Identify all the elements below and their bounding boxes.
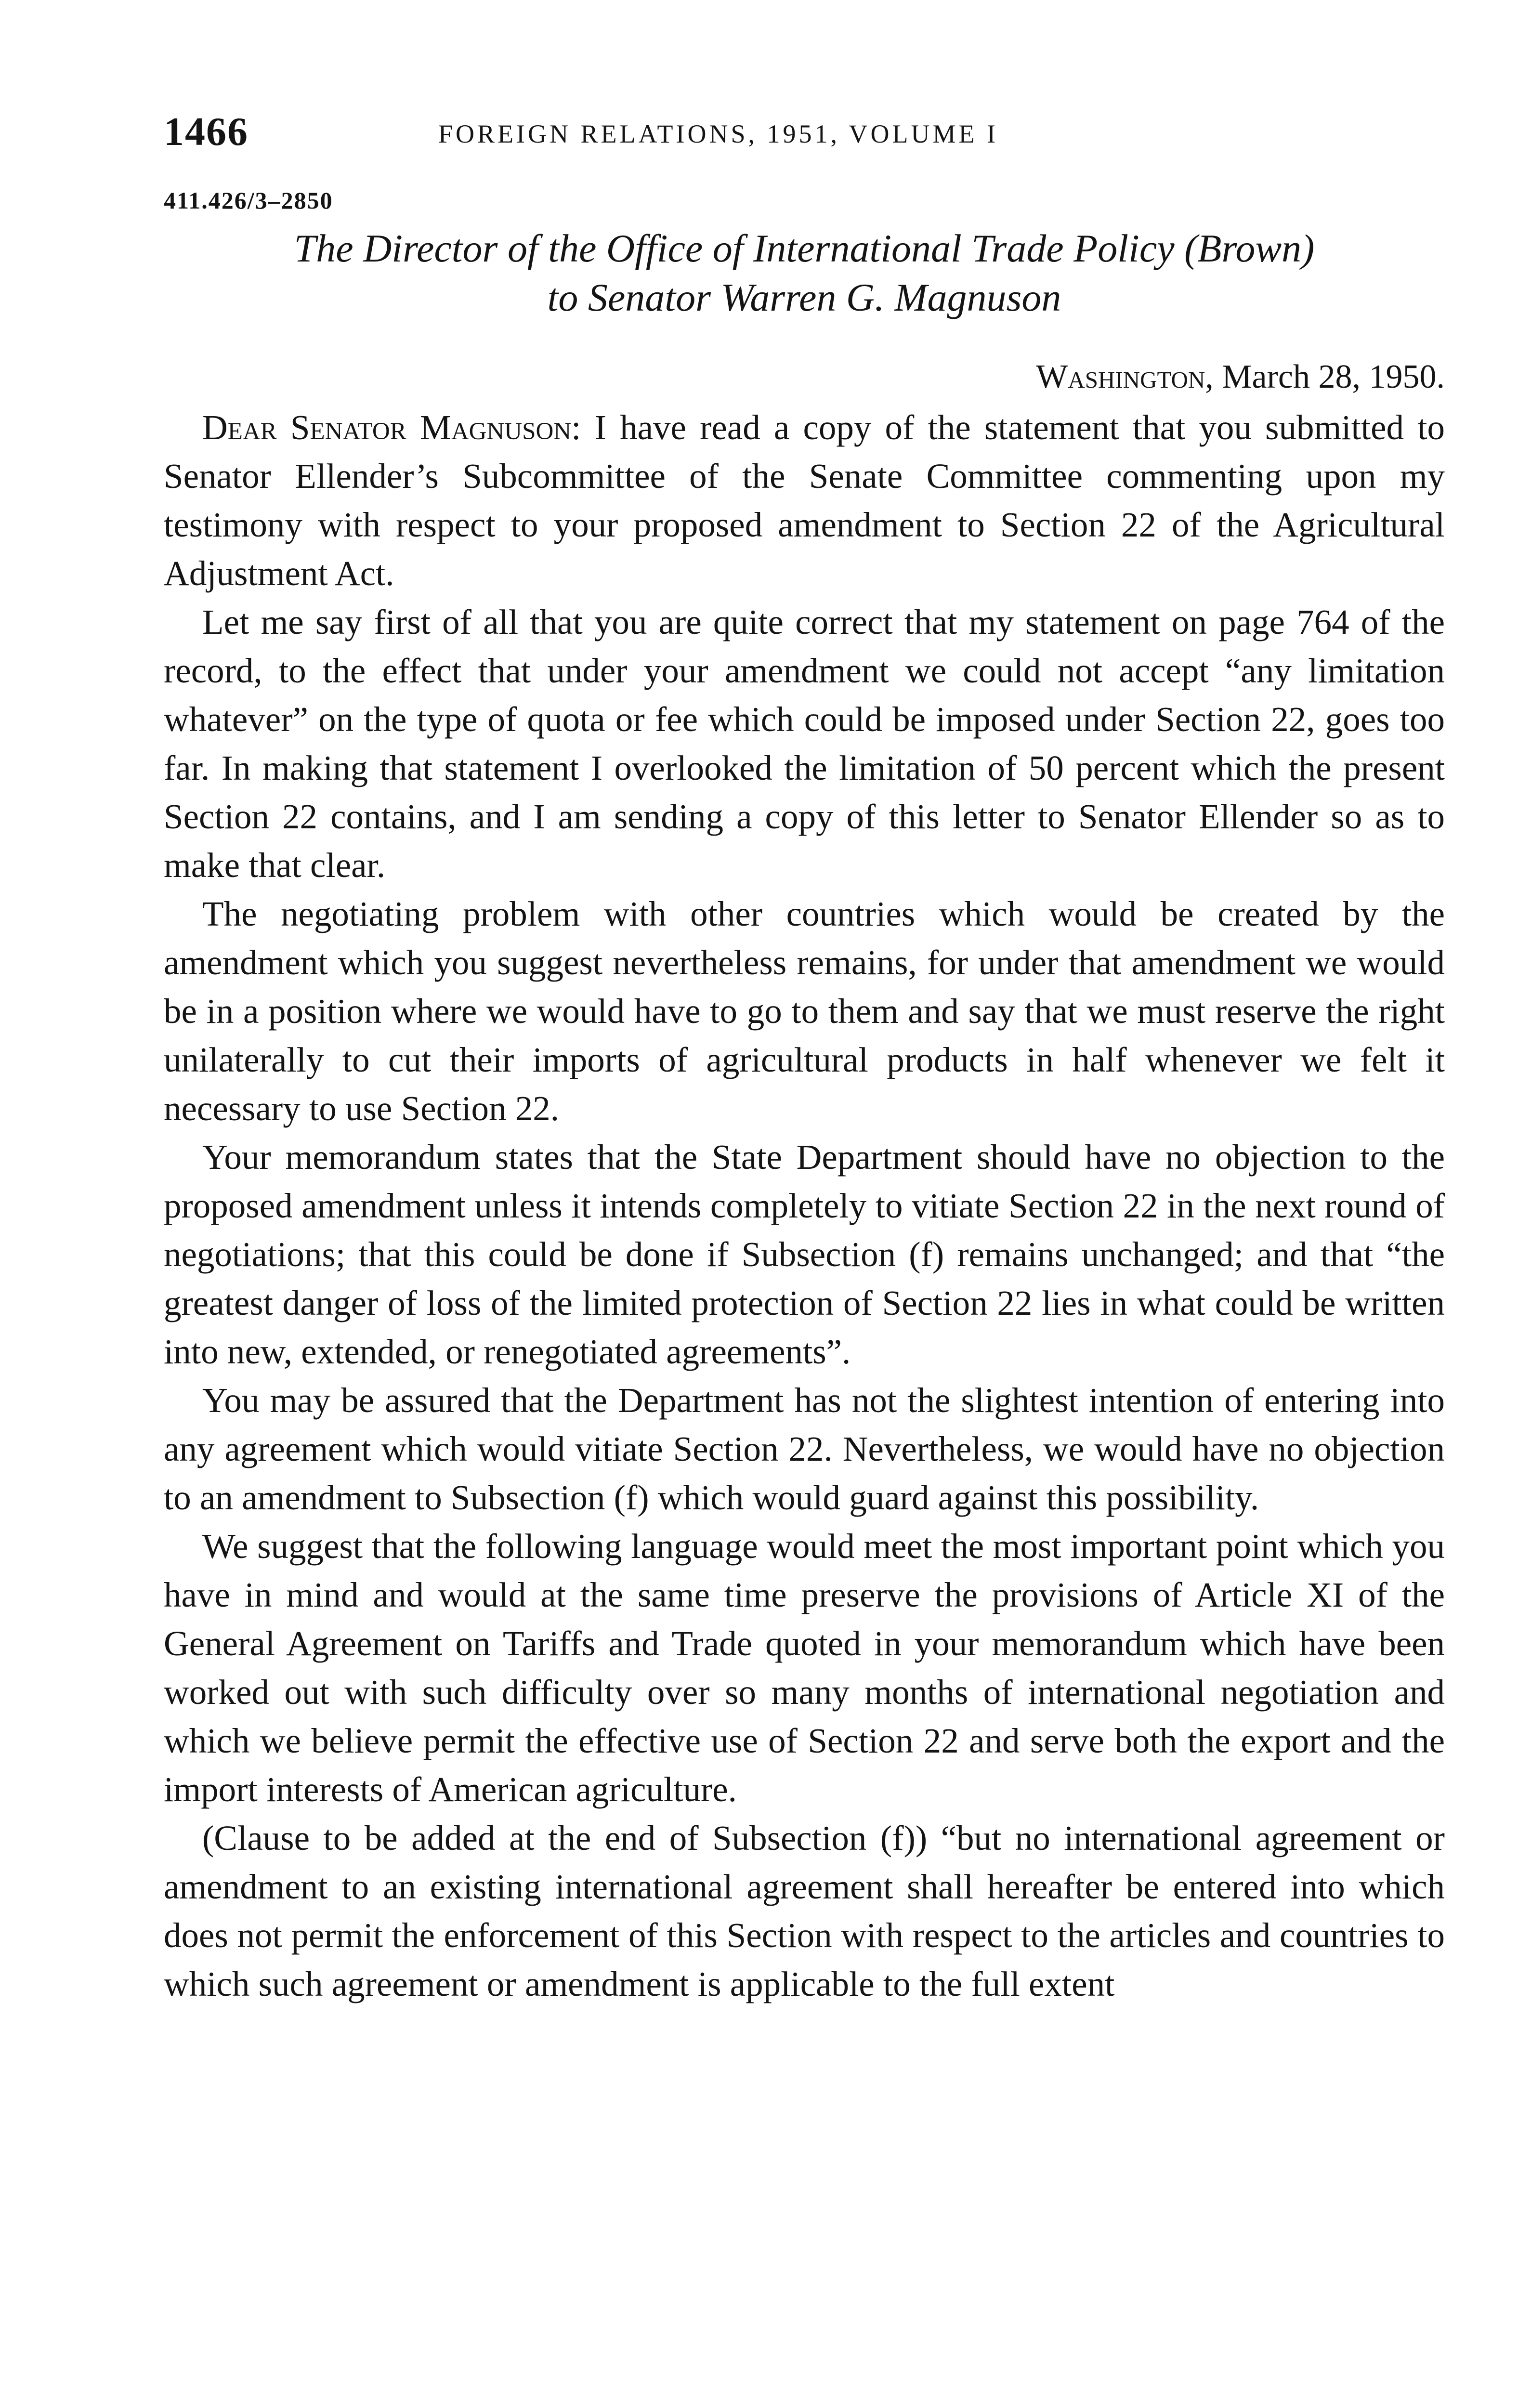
salutation: Dear Senator Magnuson: [202,408,581,447]
document-page [164,108,1445,2008]
dateline-place: Washington [1036,358,1205,395]
paragraph-3: The negotiating problem with other countries which would be created by the amendment which you suggest nevertheless remains, for under that amendment we would be in a position where we would have to go to them and say that we must reserve the right unilaterally to cut their imports of agricultural products in half whenever we felt it necessary to use Section 22. [164,894,1445,1128]
dateline-date: , March 28, 1950. [1205,358,1445,395]
document-title [164,224,1445,322]
running-title: FOREIGN RELATIONS, 1951, VOLUME I [438,119,998,148]
paragraph-7: (Clause to be added at the end of Subsection (f)) “but no international agreement or amendment to an existing international agreement shall hereafter be entered into which does not permit the enforcement of this Section with respect to the articles and countries to which such agreement or amendment is applicable to the full extent [164,1819,1445,2003]
paragraph-1 [164,403,1445,598]
letter-body [164,403,1445,2008]
running-head [164,108,1445,166]
dateline [164,353,1445,401]
paragraph-2: Let me say first of all that you are quite correct that my statement on page 764 of the record, to the effect that under your amendment we could not accept “any limitation whatever” on the type of quota or fee which could be imposed under Section 22, goes too far. In making that statement I overlooked the limitation of 50 percent which the present Section 22 contains, and I am sending a copy of this letter to Senator Ellender so as to make that clear. [164,602,1445,885]
page-number: 1466 [164,109,249,154]
document-title-line-2: to Senator Warren G. Magnuson [547,275,1061,319]
file-number: 411.426/3–2850 [164,187,333,214]
paragraph-5: You may be assured that the Department has not the slightest intention of entering into any agreement which would vitiate Section 22. Nevertheless, we would have no objection to an amendment to Subsection (f) which would guard against this possibility. [164,1381,1445,1517]
paragraph-4: Your memorandum states that the State Department should have no objection to the proposed amendment unless it intends completely to vitiate Section 22 in the next round of negotiations; that this could be done if Subsection (f) remains unchanged; and that “the greatest danger of loss of the limited protection of Section 22 lies in what could be written into new, extended, or renegotiated agreements”. [164,1138,1445,1371]
paragraph-1-text: I have read a copy of the statement that you submitted to Senator Ellender’s Subcommittee of the Senate Committee commenting upon my testimony with respect to your proposed amendment to Section 22 of the Agricultural Adjustment Act. [164,408,1445,593]
document-title-line-1: The Director of the Office of International Trade Policy (Brown) [294,226,1315,270]
paragraph-6: We suggest that the following language would meet the most important point which you have in mind and would at the same time preserve the provisions of Article XI of the General Agreement on Tariffs and Trade quoted in your memorandum which have been worked out with such difficulty over so many months of international negotiation and which we believe permit the effective use of Section 22 and serve both the export and the import interests of American agriculture. [164,1527,1445,1809]
